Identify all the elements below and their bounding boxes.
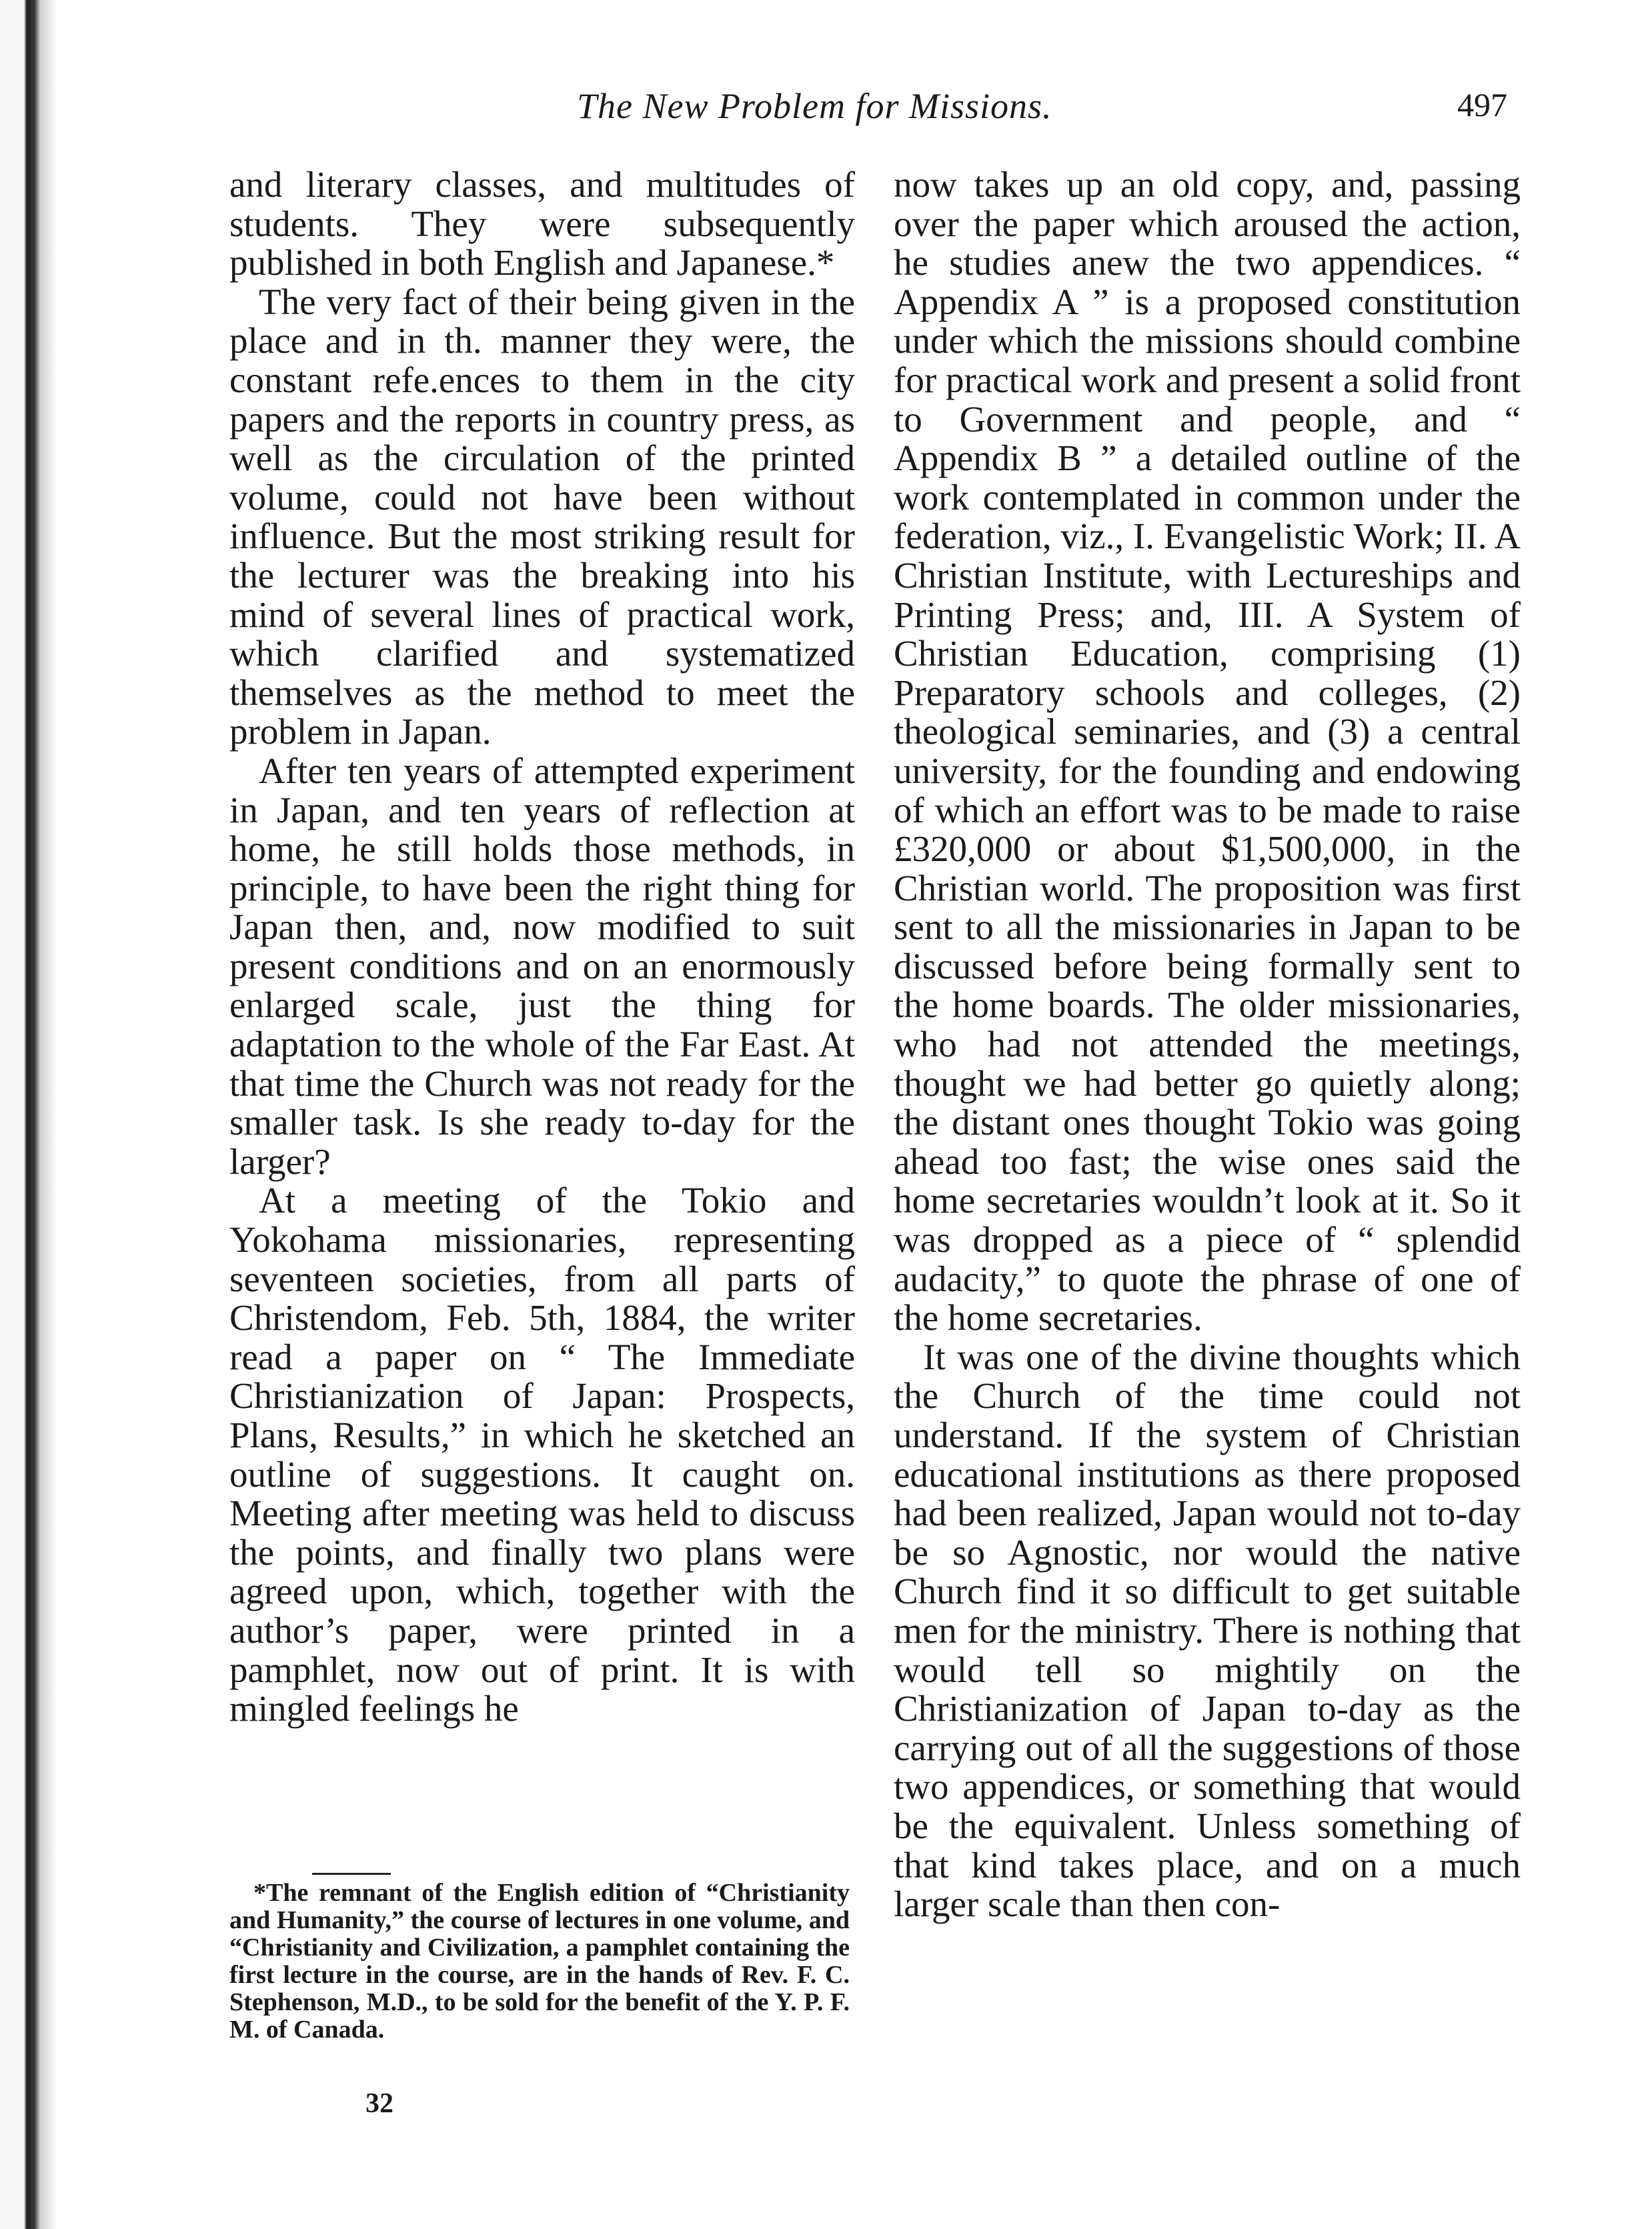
left-paragraph-1: and literary classes, and multitudes of students. They were subsequently published in both English and Japanese.* (229, 164, 855, 283)
right-paragraph-2: It was one of the divine thoughts which the Church of the time could not understand. If the system of Christian educational institutions as there proposed had been realized, Japan would not to-day be so Agnostic, nor would the native Church find it so difficult to get suitable men for the ministry. There is nothing that would tell so mightily on the Christianization of Japan to-day as the carrying out of all the suggestions of those two appendices, or something that would be the equivalent. Unless something of that kind takes place, and on a much larger scale than then con- (894, 1336, 1521, 1925)
left-column (229, 165, 855, 1860)
right-paragraph-1: now takes up an old copy, and, passing over the paper which aroused the action, he studies anew the two appendices. “ Appendix A ” is a proposed constitution under which the missions should combine for practical work and present a solid front to Government and people, and “ Appendix B ” a detailed outline of the work contemplated in common under the federation, viz., I. Evangelistic Work; II. A Christian Institute, with Lectureships and Printing Press; and, III. A System of Christian Education, comprising (1) Preparatory schools and colleges, (2) theological seminaries, and (3) a central university, for the founding and endowing of which an effort was to be made to raise £320,000 or about $1,500,000, in the Christian world. The proposition was first sent to all the missionaries in Japan to be discussed before being formally sent to the home boards. The older missionaries, who had not attended the meetings, thought we had better go quietly along; the distant ones thought Tokio was going ahead too fast; the wise ones said the home secretaries wouldn’t look at it. So it was dropped as a piece of “ splendid audacity,” to quote the phrase of one of the home secretaries. (894, 164, 1521, 1339)
running-title: The New Problem for Missions. (577, 86, 1052, 126)
footnote-rule (312, 1873, 391, 1875)
left-paragraph-3: After ten years of attempted experiment in Japan, and ten years of reflection at home, he still holds those methods, in principle, to have been the right thing for Japan then, and, now modified to suit present conditions and on an enormously enlarged scale, just the thing for adaptation to the whole of the Far East. At that time the Church was not ready for the smaller task. Is she ready to-day for the larger? (229, 750, 855, 1182)
signature-mark: 32 (365, 2088, 393, 2119)
right-column (894, 165, 1521, 2073)
left-paragraph-4: At a meeting of the Tokio and Yokohama missionaries, representing seventeen societies, from all parts of Christendom, Feb. 5th, 1884, the writer read a paper on “ The Immediate Christianization of Japan: Prospects, Plans, Results,” in which he sketched an outline of suggestions. It caught on. Meeting after meeting was held to discuss the points, and finally two plans were agreed upon, which, together with the author’s paper, were printed in a pamphlet, now out of print. It is with mingled feelings he (229, 1180, 855, 1729)
page-header (227, 85, 1507, 139)
footnote: *The remnant of the English edition of “Christianity and Humanity,” the course of lectures in one volume, and “Christianity and Civilization, a pamphlet containing the first lecture in the course, are in the hands of Rev. F. C. Stephenson, M.D., to be sold for the benefit of the Y. P. F. M. of Canada. (229, 1879, 850, 2044)
page-binding-edge (0, 0, 57, 2229)
page-number: 497 (1457, 86, 1507, 123)
left-paragraph-2: The very fact of their being given in the place and in th. manner they were, the constant refe.ences to them in the city papers and the reports in country press, as well as the circulation of the printed volume, could not have been without influence. But the most striking result for the lecturer was the breaking into his mind of several lines of practical work, which clarified and systematized themselves as the method to meet the problem in Japan. (229, 281, 855, 752)
